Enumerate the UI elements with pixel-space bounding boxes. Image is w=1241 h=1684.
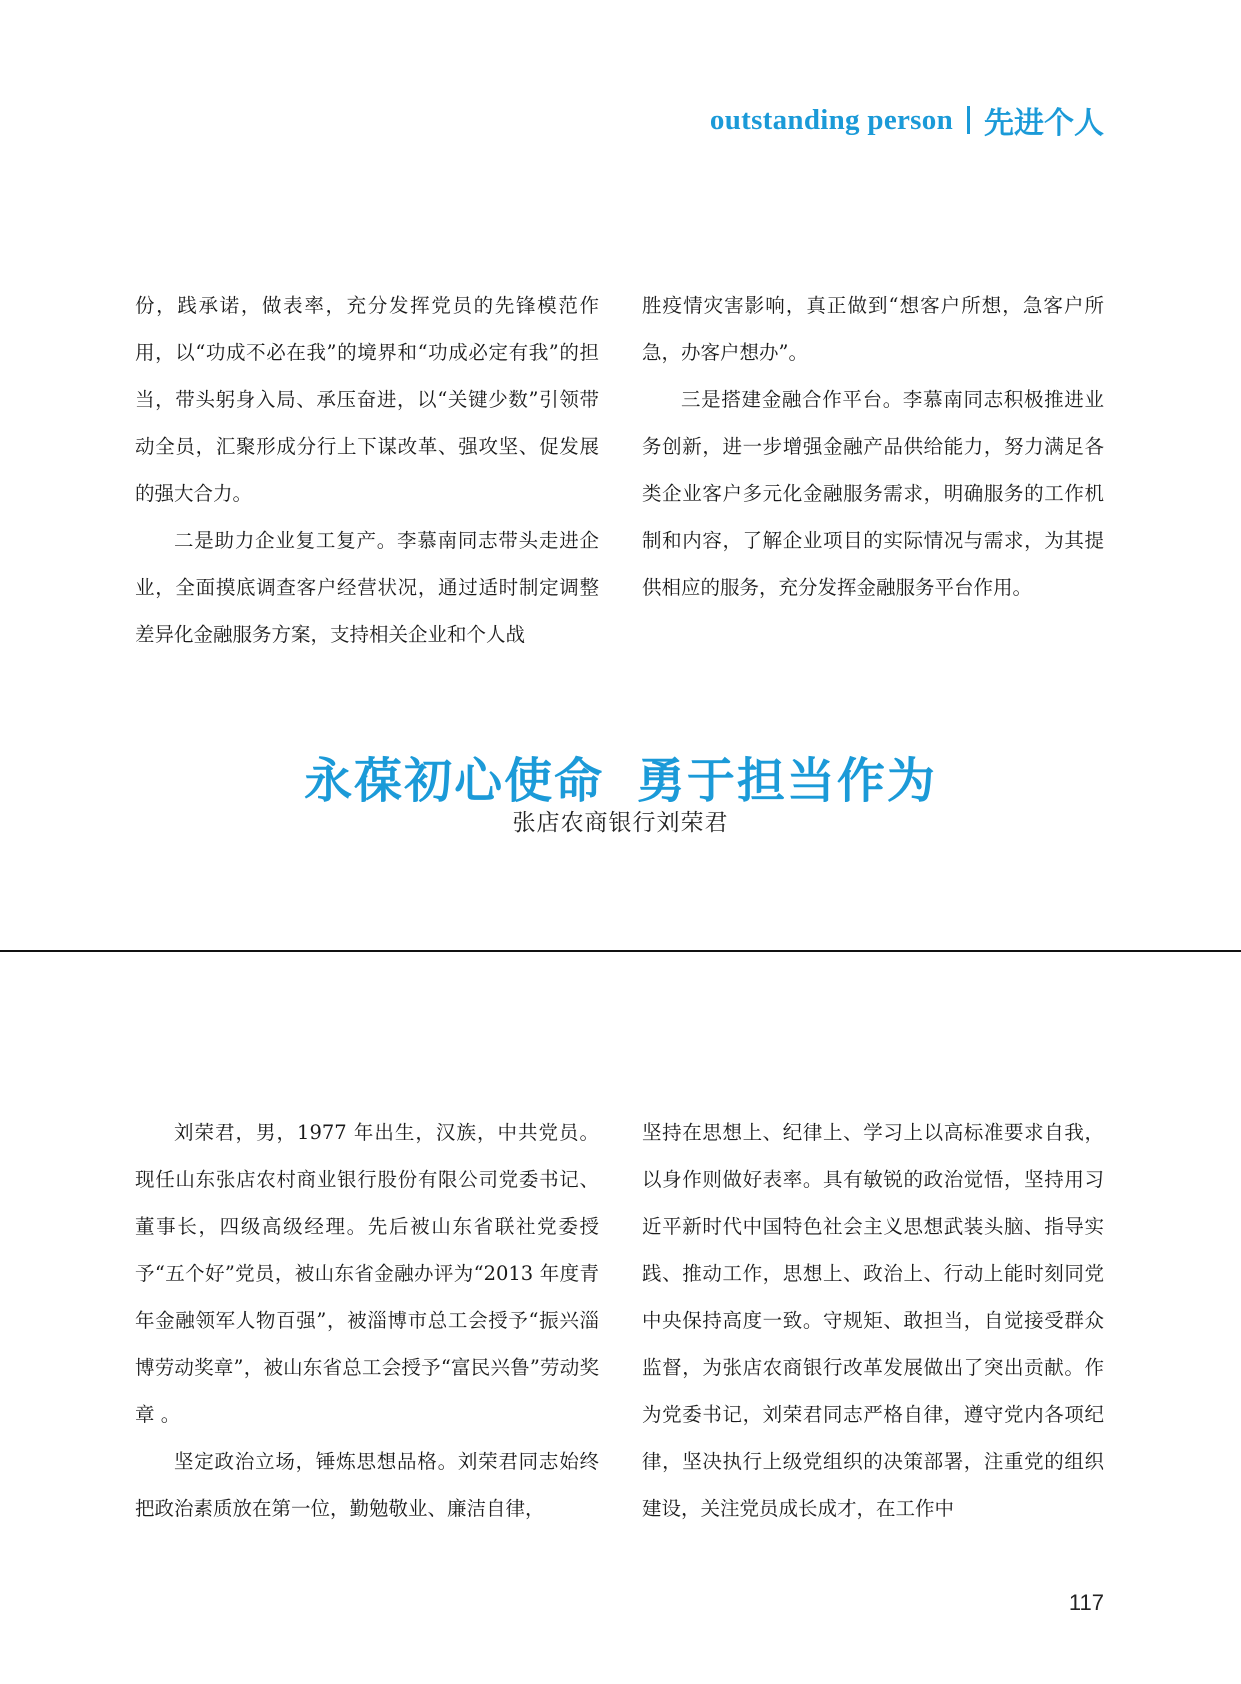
paragraph: 刘荣君，男，1977 年出生，汉族，中共党员。现任山东张店农村商业银行股份有限公司党委书记、董事长，四级高级经理。先后被山东省联社党委授予“五个好”党员，被山东省金融办评为“2013 年度青年金融领军人物百强”，被淄博市总工会授予“振兴淄博劳动奖章”，被山东省总工会授予“富民兴鲁”劳动奖章 。	[135, 1121, 599, 1426]
paragraph: 坚定政治立场，锤炼思想品格。刘荣君同志始终把政治素质放在第一位，勤勉敬业、廉洁自律，	[135, 1450, 599, 1520]
header-english: outstanding person	[709, 103, 953, 136]
article-subtitle: 张店农商银行刘荣君	[512, 810, 729, 836]
paragraph: 坚持在思想上、纪律上、学习上以高标准要求自我，以身作则做好表率。具有敏锐的政治觉悟，坚持用习近平新时代中国特色社会主义思想武装头脑、指导实践、推动工作，思想上、政治上、行动上能时刻同党中央保持高度一致。守规矩、敢担当，自觉接受群众监督，为张店农商银行改革发展做出了突出贡献。作为党委书记，刘荣君同志严格自律，遵守党内各项纪律，坚决执行上级党组织的决策部署，注重党的组织建设，关注党员成长成才，在工作中	[642, 1121, 1104, 1520]
section1-left-column	[135, 282, 599, 658]
horizontal-divider	[0, 950, 1241, 952]
page-header	[710, 98, 1104, 142]
section2-left-column	[135, 1109, 599, 1532]
paragraph: 三是搭建金融合作平台。李慕南同志积极推进业务创新，进一步增强金融产品供给能力，努力满足各类企业客户多元化金融服务需求，明确服务的工作机制和内容，了解企业项目的实际情况与需求，为其提供相应的服务，充分发挥金融服务平台作用。	[642, 388, 1104, 599]
article-title: 永葆初心使命 勇于担当作为	[304, 753, 937, 809]
paragraph: 胜疫情灾害影响，真正做到“想客户所想，急客户所急，办客户想办”。	[642, 294, 1104, 364]
section1-right-column	[642, 282, 1104, 611]
section2-right-column	[642, 1109, 1104, 1532]
paragraph: 二是助力企业复工复产。李慕南同志带头走进企业，全面摸底调查客户经营状况，通过适时制定调整差异化金融服务方案，支持相关企业和个人战	[135, 529, 599, 646]
page-number: 117	[1068, 1590, 1104, 1615]
paragraph: 份，践承诺，做表率，充分发挥党员的先锋模范作用，以“功成不必在我”的境界和“功成必定有我”的担当，带头躬身入局、承压奋进，以“关键少数”引领带动全员，汇聚形成分行上下谋改革、强攻坚、促发展的强大合力。	[135, 294, 599, 505]
header-divider	[967, 106, 970, 134]
header-chinese: 先进个人	[984, 106, 1104, 141]
